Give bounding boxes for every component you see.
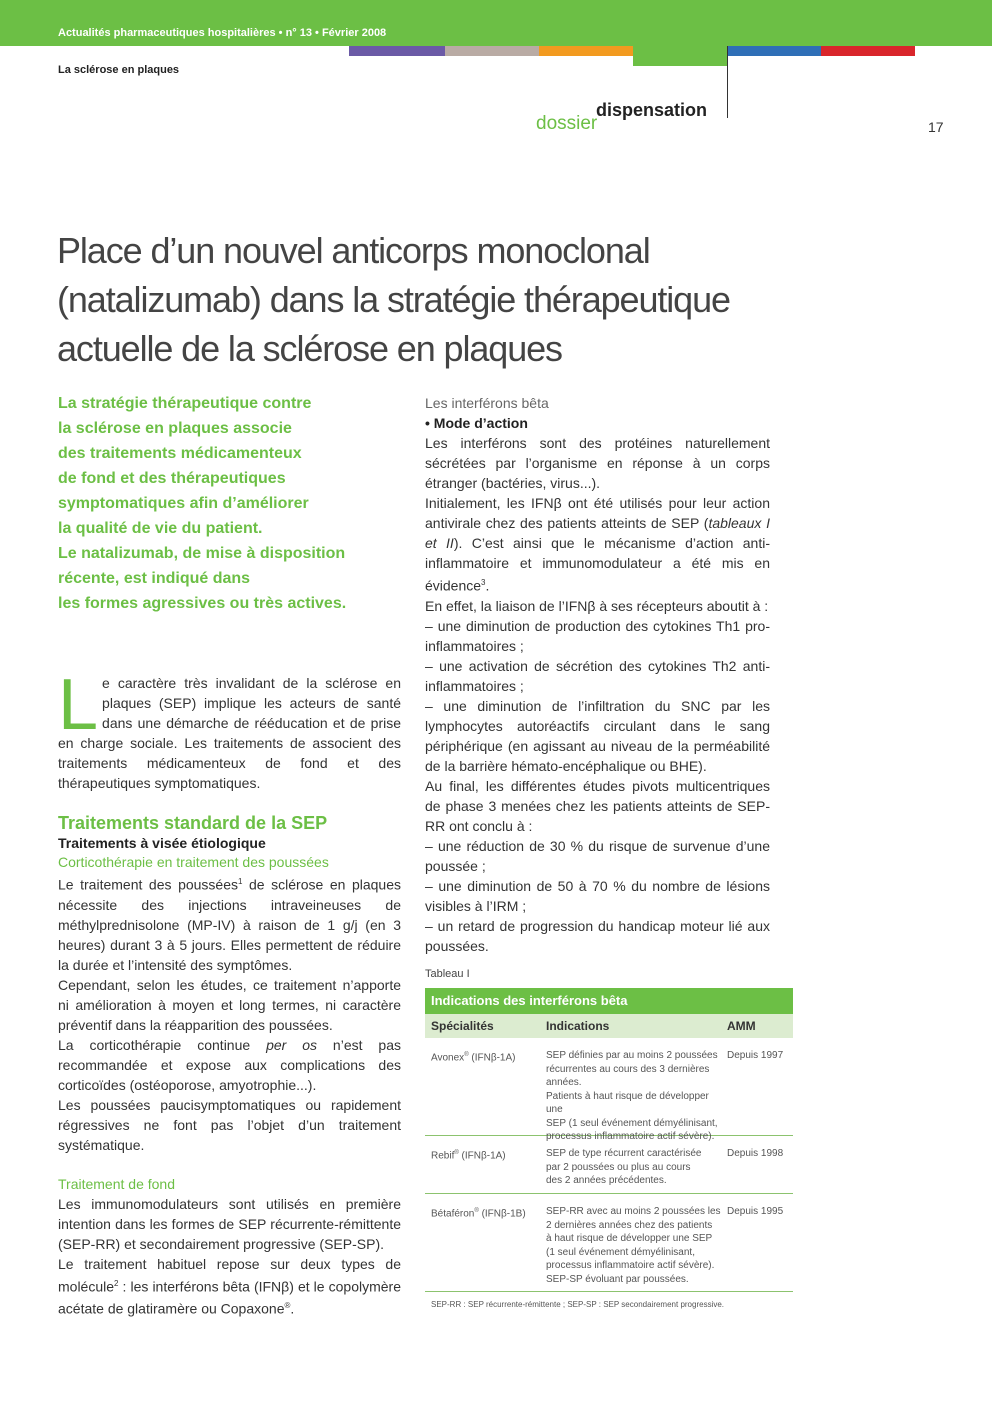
table-row <box>425 1038 793 1142</box>
right-column <box>425 394 770 956</box>
table-row <box>425 1194 793 1292</box>
paragraph: Cependant, selon les études, ce traitement n’apporte ni amélioration à moyen et long termes, ni caractère préventif dans la réapparition des poussées. <box>58 976 401 1033</box>
table-cell-amm: Depuis 1997 <box>727 1050 784 1061</box>
color-stripe-orange <box>539 46 633 56</box>
journal-title: Actualités pharmaceutiques hospitalières • n° 13 • Février 2008 <box>58 27 387 39</box>
paragraph: En effet, la liaison de l’IFNβ à ses récepteurs aboutit à : <box>425 597 769 614</box>
table-footnote: SEP-RR : SEP récurrente-rémittente ; SEP-SP : SEP secondairement progressive. <box>431 1300 725 1309</box>
table-header-cell: Indications <box>546 1019 610 1033</box>
heading-mode-action: • Mode d’action <box>425 415 528 431</box>
lead-line: récente, est indiqué dans <box>58 570 251 587</box>
table-cell-indications: SEP de type récurrent caractérisée par 2 poussées ou plus au cours des 2 années précédentes. <box>546 1148 702 1186</box>
left-column <box>58 665 401 1319</box>
color-stripe-blue <box>727 46 821 56</box>
paragraph: Les poussées paucisymptomatiques ou rapidement régressives ne font pas l’objet d’un traitement systématique. <box>58 1096 401 1153</box>
intro-text: e caractère très invalidant de la sclérose en plaques (SEP) implique les acteurs de santé dans une démarche de rééducation et de prise en charge sociale. Les traitements de associent des traitements médicamenteux de fond et des thérapeutiques symptomatiques. <box>58 675 401 791</box>
lead-line: des traitements médicamenteux <box>58 445 302 462</box>
table-header-cell: AMM <box>727 1019 756 1033</box>
paragraph: Au final, les différentes études pivots multicentriques de phase 3 menées chez les patients atteints de SEP-RR ont conclu à : <box>425 777 770 834</box>
heading-interferons: Les interférons bêta <box>425 395 549 411</box>
section-label: La sclérose en plaques <box>58 64 180 76</box>
paragraph: Initialement, les IFNβ ont été utilisés pour leur action antivirale chez des patients atteints de SEP (tableaux I et II). C’est ainsi que le mécanisme d’action anti-inflammatoire et immunomodulateur a été mis en évidence$^3$. <box>425 495 770 594</box>
table-cell-amm: Depuis 1998 <box>727 1148 784 1159</box>
table-cell-indications: SEP définies par au moins 2 poussées récurrentes au cours des 3 dernières années. Patients à haut risque de développer une SEP (1 seul événement démyélinisant, processus inflammatoire actif sévère). <box>546 1050 718 1142</box>
interferon-table <box>425 988 793 1292</box>
color-tab-green <box>633 46 727 66</box>
top-banner <box>0 0 992 46</box>
lead-line: symptomatiques afin d’améliorer <box>58 495 309 512</box>
lead-line: la sclérose en plaques associe <box>58 420 292 437</box>
heading-standard-treatments: Traitements standard de la SEP <box>58 813 328 833</box>
paragraph: La corticothérapie continue per os n’est pas recommandée et expose aux complications des corticoïdes (ostéoporose, amyotrophie...). <box>58 1036 401 1093</box>
table-cell-speciality: Bétaféron® (IFNβ-1B) <box>431 1208 526 1220</box>
article-title: Place d’un nouvel anticorps monoclonal (natalizumab) dans la stratégie thérapeutique actuelle de la sclérose en plaques <box>57 230 730 369</box>
header-divider <box>727 46 728 118</box>
dossier-label: dossier <box>536 113 598 134</box>
table-cell-indications: SEP-RR avec au moins 2 poussées les 2 dernières années chez des patients à haut risque de développer une SEP (1 seul événement démyélinisant, processus inflammatoire actif sévère). SEP-SP évoluant par poussées. <box>546 1206 721 1285</box>
heading-background-treatment: Traitement de fond <box>58 1175 175 1192</box>
table-cell-amm: Depuis 1995 <box>727 1206 784 1217</box>
color-stripe-purple <box>349 46 445 56</box>
paragraph: Le traitement habituel repose sur deux types de molécule$^2$ : les interférons bêta (IFNβ) et le copolymère acétate de glatiramère ou Copaxone®. <box>58 1255 401 1317</box>
paragraph: Le traitement des poussées$^1$ de sclérose en plaques nécessite des injections intraveineuses de méthylprednisolone (MP-IV) à raison de 1 g/j (en 3 heures) durant 3 à 5 jours. Elles permettent de réduire la durée et l’intensité des symptômes. <box>58 876 401 973</box>
list-item: – un retard de progression du handicap moteur lié aux poussées. <box>425 917 770 954</box>
table-title: Indications des interférons bêta <box>425 988 793 1014</box>
table-cell-speciality: Avonex® (IFNβ-1A) <box>431 1052 516 1064</box>
table-header-cell: Spécialités <box>431 1019 494 1033</box>
lead-line: la qualité de vie du patient. <box>58 520 263 537</box>
table-row <box>425 1136 793 1194</box>
lead-line: les formes agressives ou très actives. <box>58 595 347 612</box>
lead-paragraph <box>58 391 398 616</box>
lead-line: La stratégie thérapeutique contre <box>58 395 312 412</box>
lead-line: Le natalizumab, de mise à disposition <box>58 545 346 562</box>
intro-paragraph <box>58 665 401 793</box>
list-item: – une diminution de l’infiltration du SNC par les lymphocytes autoréactifs circulant dans le sang périphérique (en agissant au niveau de la perméabilité de la barrière hémato-encéphalique ou BHE). <box>425 697 770 774</box>
heading-corticotherapy: Corticothérapie en traitement des poussées <box>58 854 329 870</box>
list-item: – une réduction de 30 % du risque de survenue d’une poussée ; <box>425 837 770 874</box>
paragraph: Les interférons sont des protéines naturellement sécrétées par l’organisme en réponse à un corps étranger (bactéries, virus...). <box>425 435 770 491</box>
paragraph: Les immunomodulateurs sont utilisés en première intention dans les formes de SEP récurrente-rémittente (SEP-RR) et secondairement progressive (SEP-SP). <box>58 1195 401 1252</box>
color-stripe-red <box>821 46 915 56</box>
list-item: – une diminution de 50 à 70 % du nombre de lésions visibles à l’IRM ; <box>425 877 770 914</box>
heading-etiologic: Traitements à visée étiologique <box>58 835 266 851</box>
dispensation-label: dispensation <box>596 100 708 120</box>
color-stripe-grey <box>445 46 539 56</box>
drop-cap: L <box>58 665 99 745</box>
lead-line: de fond et des thérapeutiques <box>58 470 286 487</box>
list-item: – une activation de sécrétion des cytokines Th2 anti-inflammatoires ; <box>425 657 770 694</box>
table-label: Tableau I <box>425 968 470 980</box>
table-header <box>425 1014 793 1038</box>
table-cell-speciality: Rebif® (IFNβ-1A) <box>431 1150 506 1162</box>
list-item: – une diminution de production des cytokines Th1 pro-inflammatoires ; <box>425 617 770 654</box>
page-number: 17 <box>928 119 944 135</box>
